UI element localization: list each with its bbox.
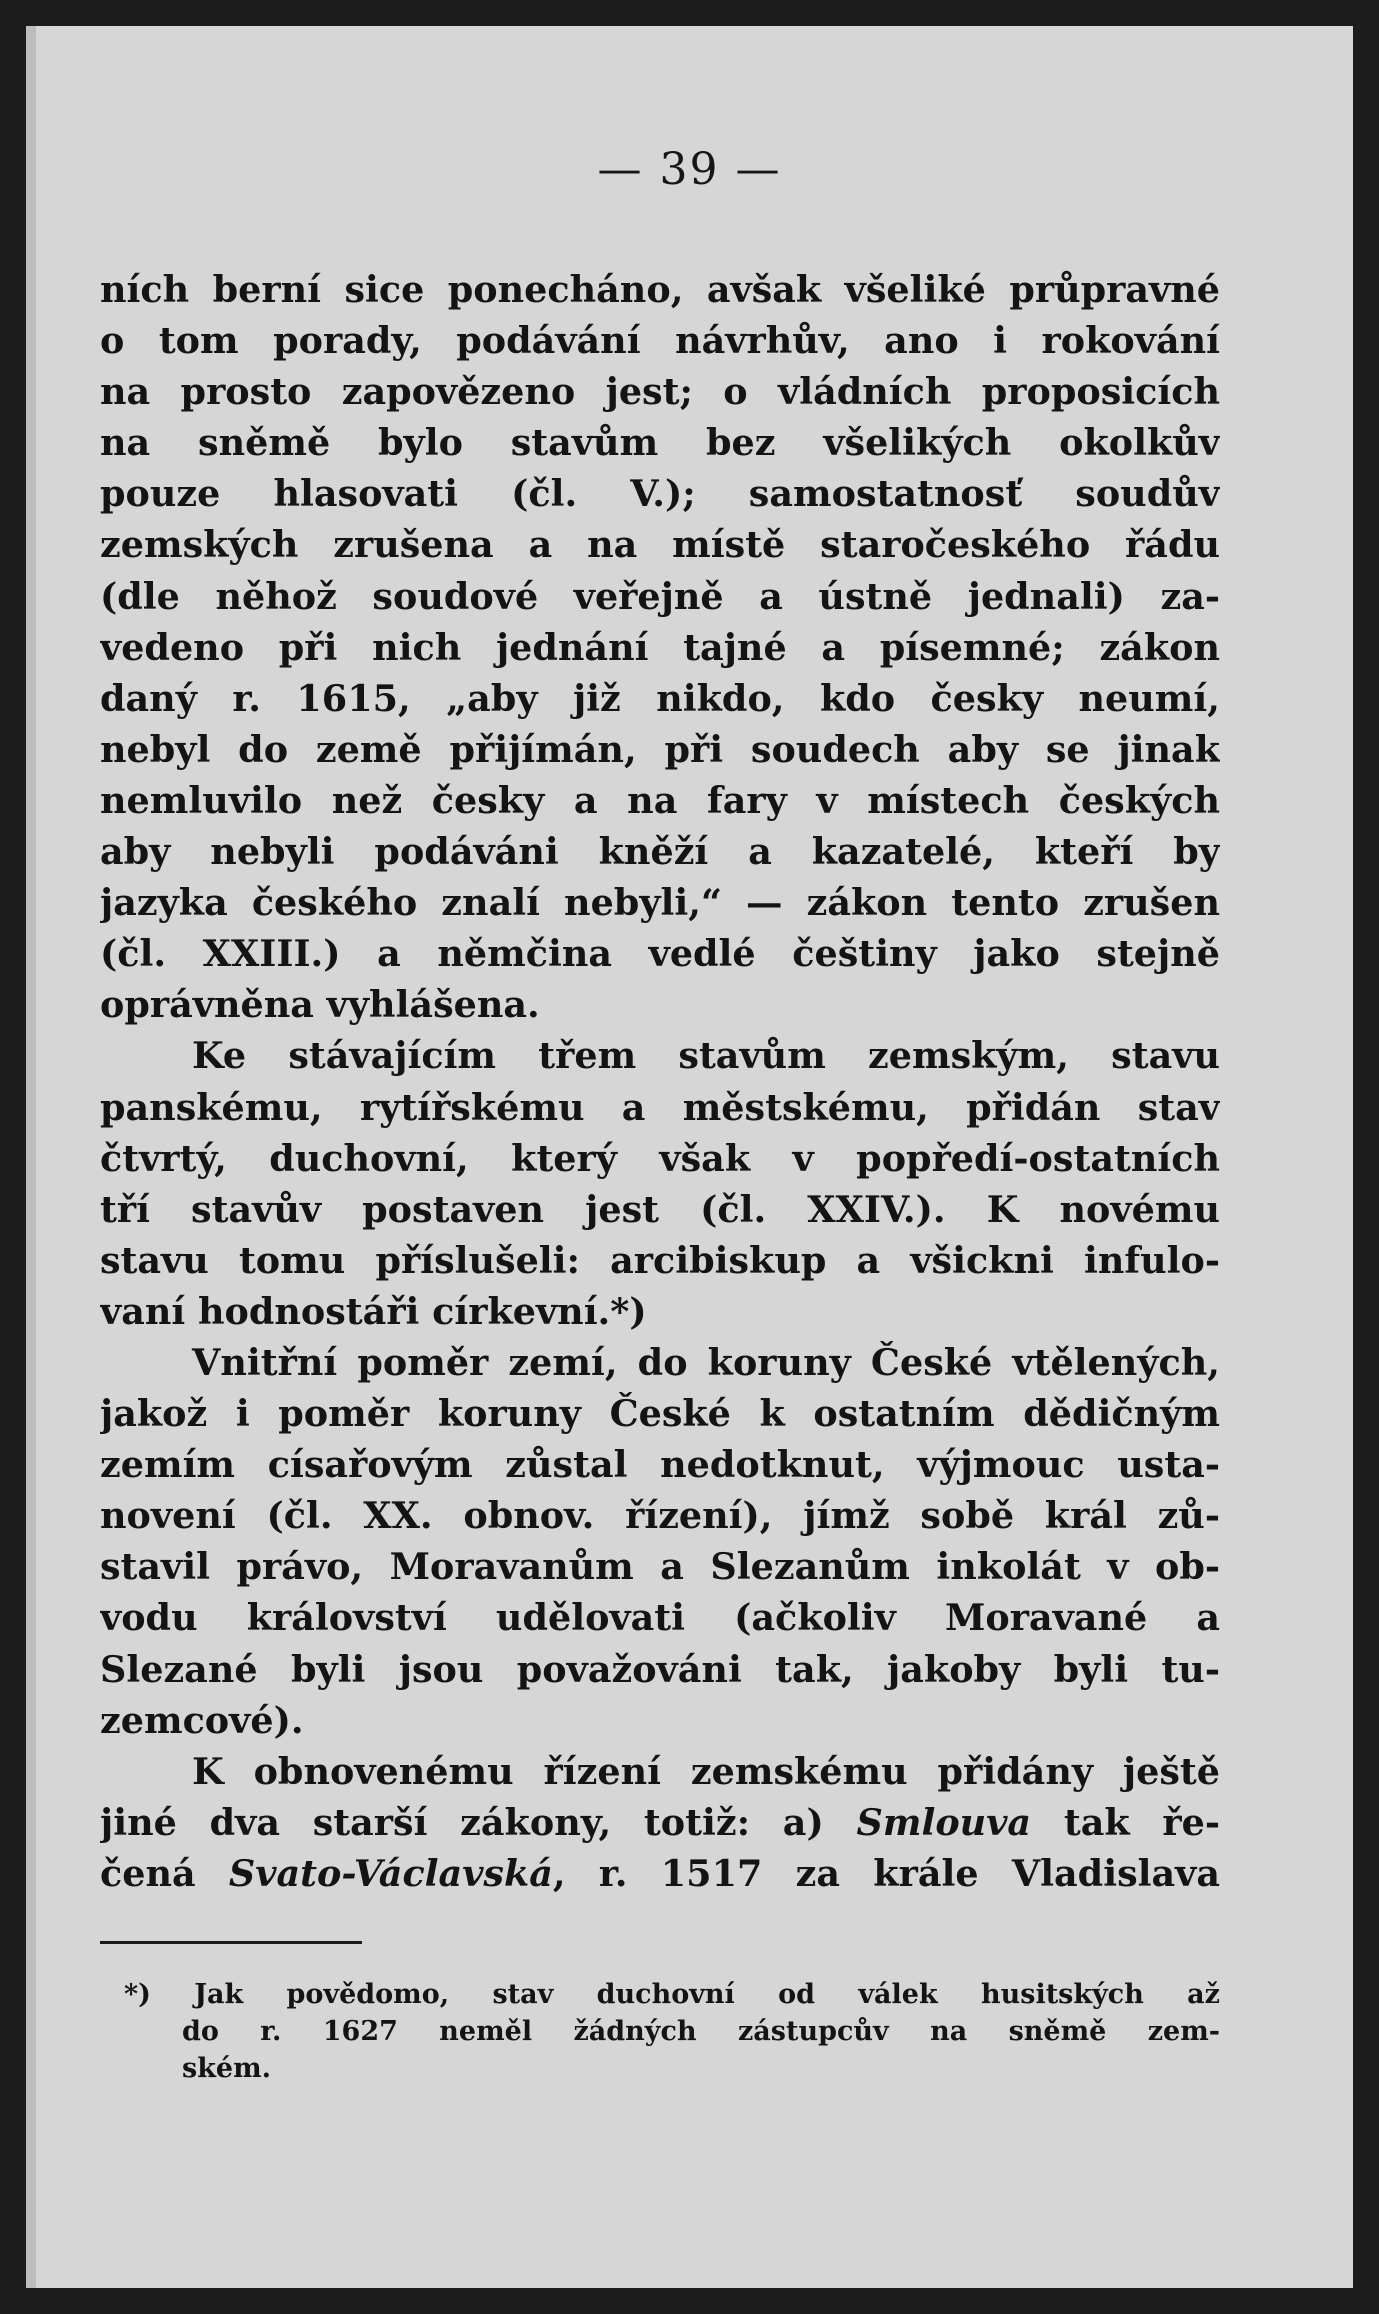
body-line: novení (čl. XX. obnov. řízení), jímž sobě král zů- <box>100 1494 1220 1538</box>
body-line: stavu tomu příslušeli: arcibiskup a všickni infulo- <box>100 1238 1220 1282</box>
body-line: zemských zrušena a na místě staročeského řádu <box>100 523 1220 567</box>
body-line: stavil právo, Moravanům a Slezanům inkolát v ob- <box>100 1545 1220 1589</box>
book-page <box>26 26 1353 2288</box>
body-line: K obnovenému řízení zemskému přidány ještě <box>192 1749 1220 1793</box>
page-number: — 39 — <box>597 144 782 195</box>
body-line: čená Svato-Václavská, r. 1517 za krále Vladislava <box>100 1851 1220 1895</box>
body-line: Slezané byli jsou považováni tak, jakoby byli tu- <box>100 1647 1220 1691</box>
body-line: zemcové). <box>100 1698 304 1742</box>
body-line: Ke stávajícím třem stavům zemským, stavu <box>192 1034 1220 1078</box>
body-line: nebyl do země přijímán, při soudech aby se jinak <box>100 727 1220 771</box>
italic-title: Smlouva <box>856 1800 1032 1844</box>
body-line: (čl. XXIII.) a němčina vedlé češtiny jako stejně <box>100 932 1220 976</box>
body-line: daný r. 1615, „aby již nikdo, kdo česky neumí, <box>100 676 1220 720</box>
body-line: vedeno při nich jednání tajné a písemné; zákon <box>100 625 1220 669</box>
body-text <box>100 264 1220 1899</box>
body-line: čtvrtý, duchovní, který však v popředí-ostatních <box>100 1136 1220 1180</box>
body-line: vodu království udělovati (ačkoliv Moravané a <box>100 1596 1220 1640</box>
body-line: pouze hlasovati (čl. V.); samostatnosť soudův <box>100 472 1220 516</box>
body-line: jazyka českého znalí nebyli,“ — zákon tento zrušen <box>100 881 1220 925</box>
footnote-line: do r. 1627 neměl žádných zástupcův na sněmě zem- <box>182 2016 1220 2047</box>
footnote-line: ském. <box>182 2053 272 2084</box>
body-line: Vnitřní poměr zemí, do koruny České vtělených, <box>192 1340 1220 1384</box>
body-line: na sněmě bylo stavům bez všelikých okolkův <box>100 421 1220 465</box>
body-line: panskému, rytířskému a městskému, přidán stav <box>100 1085 1220 1129</box>
body-line: tří stavův postaven jest (čl. XXIV.). K novému <box>100 1187 1220 1231</box>
body-line: oprávněna vyhlášena. <box>100 983 540 1027</box>
body-line: vaní hodnostáři církevní.*) <box>100 1289 647 1333</box>
body-line: nemluvilo než česky a na fary v místech českých <box>100 778 1220 822</box>
body-line: aby nebyli podáváni kněží a kazatelé, kteří by <box>100 830 1220 874</box>
page-edge-shadow <box>26 26 36 2288</box>
body-line: ních berní sice ponecháno, avšak všeliké průpravné <box>100 268 1220 311</box>
body-line: jakož i poměr koruny České k ostatním dědičným <box>100 1392 1220 1436</box>
body-line: (dle něhož soudové veřejně a ústně jednali) za- <box>100 574 1220 618</box>
body-line: o tom porady, podávání návrhův, ano i rokování <box>100 319 1220 363</box>
body-line: jiné dva starší zákony, totiž: a) Smlouva tak ře- <box>100 1800 1220 1844</box>
footnotes <box>124 1976 1220 2087</box>
footnote-line: *) Jak povědomo, stav duchovní od válek husitských až <box>124 1979 1220 2010</box>
body-line: zemím císařovým zůstal nedotknut, výjmouc usta- <box>100 1443 1220 1487</box>
footnote-divider <box>100 1941 362 1944</box>
body-line: na prosto zapovězeno jest; o vládních proposicích <box>100 370 1220 414</box>
italic-title: Svato-Václavská <box>228 1851 553 1895</box>
